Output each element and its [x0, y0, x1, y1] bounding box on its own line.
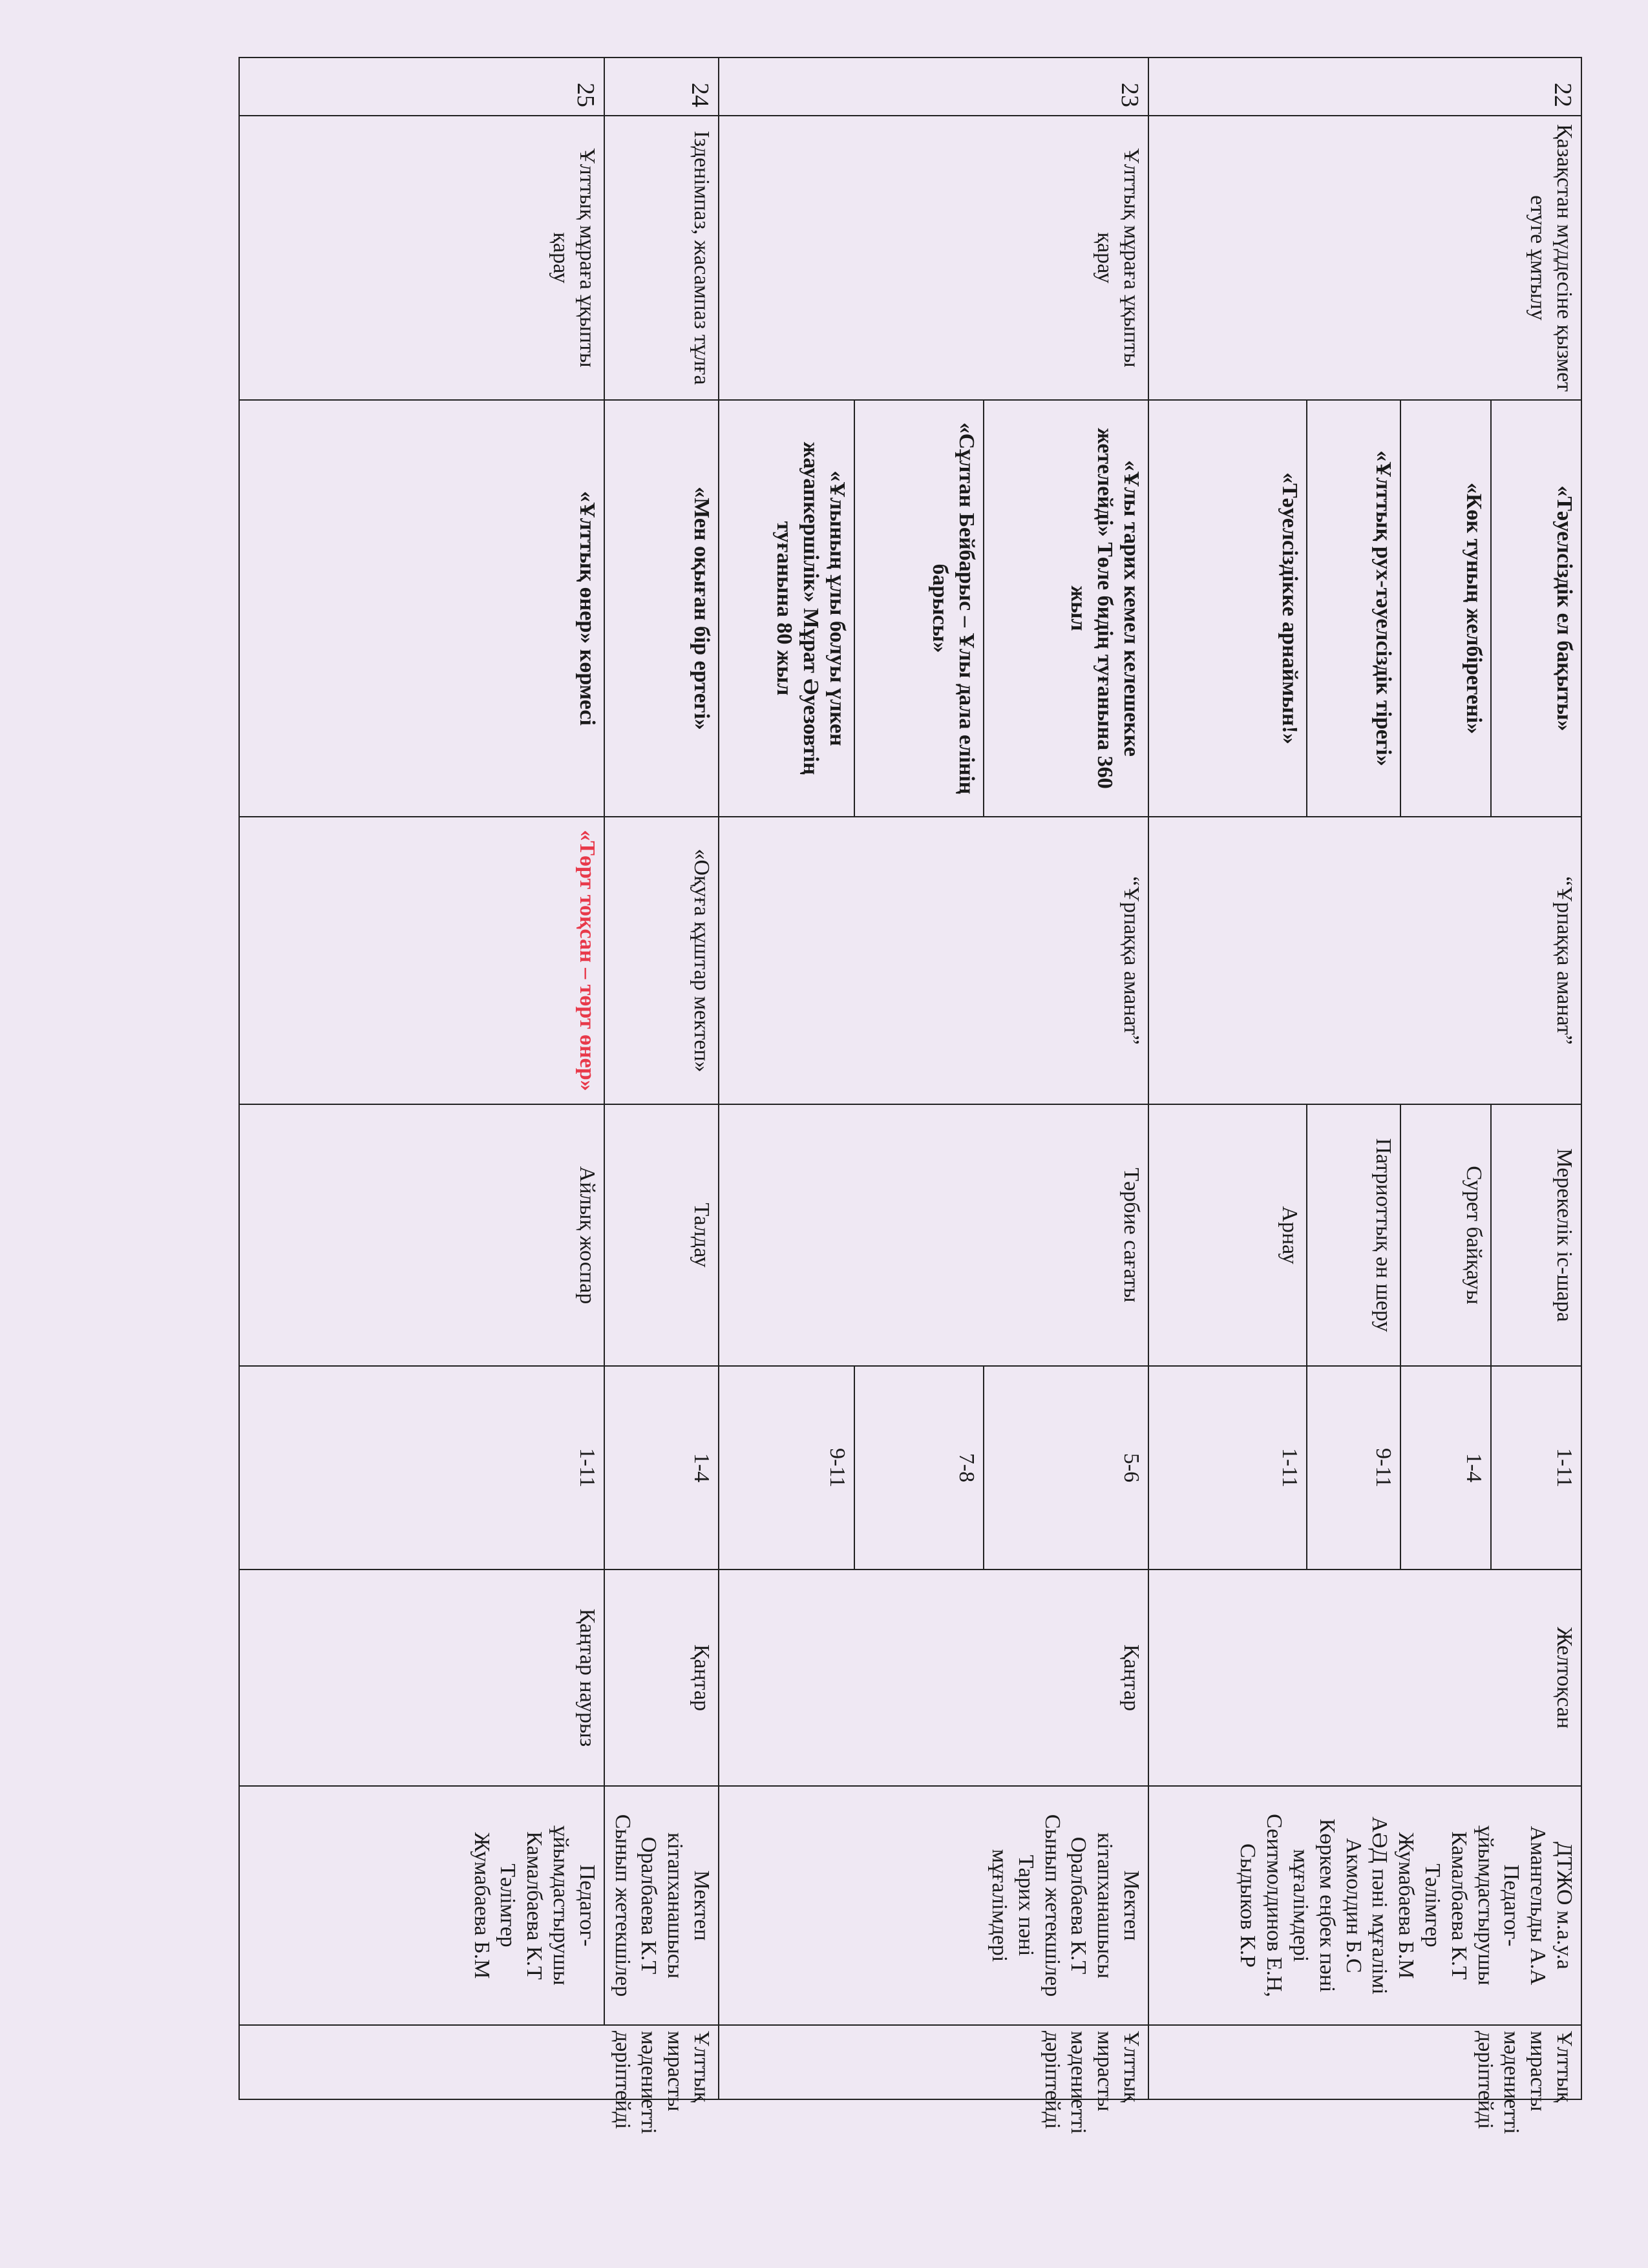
responsible-line: Оралбаева К.Т [637, 1836, 661, 1975]
event-cell: «Мен оқыған бір ертегі» [604, 400, 719, 817]
responsible-line: Тарих пәні [1013, 1854, 1038, 1957]
responsible-line: ұйымдастырушы [1473, 1825, 1497, 1986]
event-cell: «Сұлтан Бейбарыс – Ұлы дала елінің барысы» [854, 400, 984, 817]
row-number: 24 [604, 58, 719, 116]
responsible-line: Акмолдин Б.С [1341, 1838, 1366, 1973]
project-cell: «Төрт тоқсан – төрт өнер» [239, 817, 604, 1104]
form-cell: Тәрбие сағаты [719, 1104, 1148, 1366]
responsible-cell [604, 1786, 719, 2025]
value-line: мирасты [663, 2031, 688, 2112]
value-line: дәріптейді [610, 2031, 635, 2129]
form-cell: Сурет байқауы [1400, 1104, 1491, 1366]
project-cell: “Ұрпаққа аманат” [719, 817, 1148, 1104]
row-number: 23 [719, 58, 1148, 116]
responsible-line: Тәлімгер [496, 1864, 520, 1948]
responsible-line: Көркем еңбек пәні [1315, 1818, 1339, 1993]
responsible-cell [719, 1786, 1148, 2025]
value-line: мәдениетті [637, 2031, 661, 2134]
grade-cell: 9-11 [1307, 1366, 1400, 1570]
grade-cell: 1-4 [1400, 1366, 1491, 1570]
event-cell: «Ұлттық рух-тәуелсіздік тірегі» [1307, 400, 1400, 817]
date-cell: Желтоқсан [1148, 1570, 1581, 1786]
form-cell: Патриоттық ән шеру [1307, 1104, 1400, 1366]
responsible-line: Сынып жетекшілер [610, 1814, 635, 1997]
responsible-line: ДТЖО м.а.у.а [1552, 1842, 1576, 1969]
responsible-line: АӘД пәні мұғалімі [1368, 1816, 1392, 1995]
responsible-line: Жумабаева Б.М [1394, 1832, 1419, 1979]
grade-cell: 9-11 [719, 1366, 854, 1570]
project-cell: “Ұрпаққа аманат” [1148, 817, 1581, 1104]
responsible-cell [239, 1786, 604, 2025]
responsible-line: Амангельды А.А [1526, 1825, 1550, 1986]
responsible-line: кітапханашысы [663, 1832, 688, 1979]
grade-cell: 5-6 [984, 1366, 1148, 1570]
date-cell: Қаңтар [719, 1570, 1148, 1786]
responsible-line: Педагог- [575, 1864, 599, 1947]
responsible-line: кітапханашысы [1093, 1832, 1117, 1979]
responsible-line: Оралбаева К.Т [1066, 1836, 1091, 1975]
form-cell: Талдау [604, 1104, 719, 1366]
value-line: дәріптейді [1473, 2031, 1497, 2129]
form-cell: Арнау [1148, 1104, 1307, 1366]
row-number: 25 [239, 58, 604, 116]
responsible-line: Мектеп [1119, 1870, 1143, 1941]
grade-cell: 1-11 [1148, 1366, 1307, 1570]
value-cell [719, 2025, 1148, 2134]
event-cell: «Ұлы тарих кемел келешекке жетелейді» Төле бидің туғанына 360 жыл [984, 400, 1148, 817]
event-plan-table [238, 57, 1582, 2134]
event-cell: «Тәуелсіздікке арнаймын!» [1148, 400, 1307, 817]
value-cell [1148, 2025, 1581, 2134]
value-line: мирасты [1526, 2031, 1550, 2112]
responsible-cell [1148, 1786, 1581, 2025]
responsible-line: Педагог- [1499, 1864, 1524, 1947]
responsible-line: Сеитмолдинов Е.Н, [1262, 1814, 1287, 1997]
value-line: мәдениетті [1066, 2031, 1091, 2134]
grade-cell: 7-8 [854, 1366, 984, 1570]
value-line: Ұлттық [690, 2031, 713, 2103]
value-line: Ұлттық [1552, 2031, 1576, 2103]
responsible-line: Сыдыков К.Р [1236, 1843, 1260, 1968]
event-cell: «Тәуелсіздік ел бақыты» [1491, 400, 1581, 817]
form-cell: Мерекелік іс-шара [1491, 1104, 1581, 1366]
grade-cell: 1-4 [604, 1366, 719, 1570]
responsible-line: Тәлімгер [1421, 1864, 1445, 1948]
value-line: Ұлттық [1119, 2031, 1143, 2103]
responsible-line: Мектеп [690, 1870, 713, 1941]
grade-cell: 1-11 [239, 1366, 604, 1570]
responsible-line: Камалбаева К.Т [522, 1831, 547, 1980]
responsible-line: мұғалімдері [988, 1849, 1012, 1962]
value-line: мирасты [1093, 2031, 1117, 2112]
responsible-line: Сынып жетекшілер [1040, 1814, 1064, 1997]
responsible-line: Жумабаева Б.М [469, 1832, 494, 1979]
theme-cell: Ұлттық мұраға ұқыпты қарау [239, 116, 604, 400]
form-cell: Айлық жоспар [239, 1104, 604, 1366]
value-cell [239, 2025, 719, 2134]
row-number: 22 [1148, 58, 1581, 116]
date-cell: Қаңтар [604, 1570, 719, 1786]
project-cell: «Оқуға құштар мектеп» [604, 817, 719, 1104]
date-cell: Қаңтар наурыз [239, 1570, 604, 1786]
theme-cell: Ізденімпаз, жасампаз тұлға [604, 116, 719, 400]
event-plan-table-page [241, 57, 1582, 2134]
value-line: дәріптейді [1040, 2031, 1064, 2129]
value-line: мәдениетті [1499, 2031, 1524, 2134]
responsible-line: ұйымдастырушы [549, 1825, 573, 1986]
event-cell: «Көк туның желбірегені» [1400, 400, 1491, 817]
responsible-line: мұғалімдері [1289, 1849, 1313, 1962]
event-cell: «Ұлттық өнер» көрмесі [239, 400, 604, 817]
grade-cell: 1-11 [1491, 1366, 1581, 1570]
theme-cell: Ұлттық мұраға ұқыпты қарау [719, 116, 1148, 400]
responsible-line: Камалбаева К.Т [1446, 1831, 1471, 1980]
event-cell: «Ұлының ұлы болуы үлкен жауапкершілік» Мұрат Әуезовтің туғанына 80 жыл [719, 400, 854, 817]
theme-cell: Қазақстан мүддесіне қызмет етуге ұмтылу [1148, 116, 1581, 400]
